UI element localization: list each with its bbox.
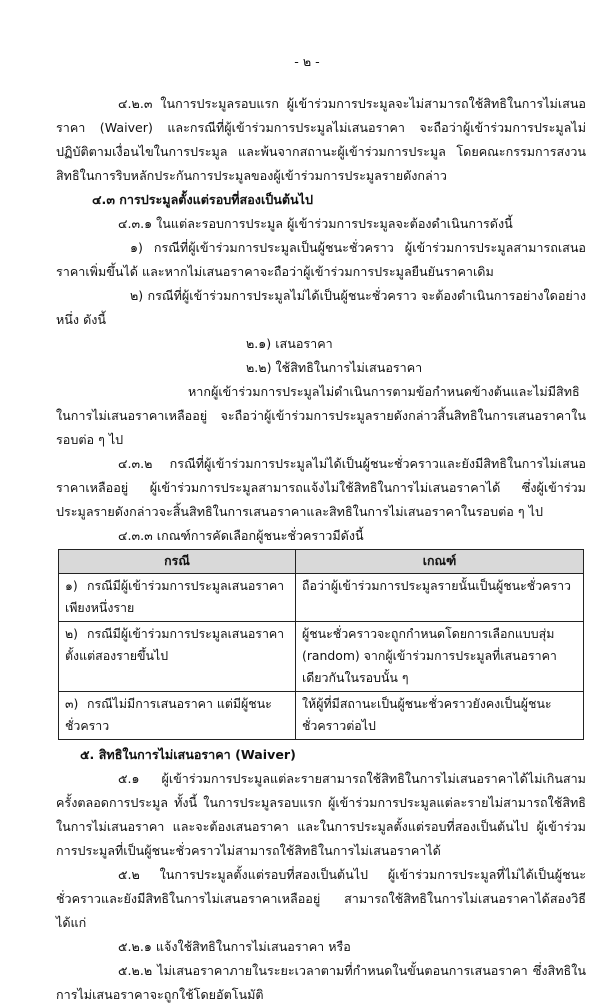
table-row [59,692,584,740]
heading-5: ๕. สิทธิในการไม่เสนอราคา (Waiver) [80,747,296,762]
paragraph-5-2-2: ๕.๒.๒ ไม่เสนอราคาภายในระยะเวลาตามที่กำหนดในขั้นตอนการเสนอราคา ซึ่งสิทธิในการไม่เสนอราคาจะถูกใช้โดยอัตโนมัติ [56,963,586,1002]
paragraph-4-2-3: ๔.๒.๓ ในการประมูลรอบแรก ผู้เข้าร่วมการประมูลจะไม่สามารถใช้สิทธิในการไม่เสนอราคา (Waiver) และกรณีที่ผู้เข้าร่วมการประมูลไม่เสนอราคา จะถือว่าผู้เข้าร่วมการประมูลไม่ปฏิบัติตามเงื่อนไขในการประมูล และพ้นจากสถานะผู้เข้าร่วมการประมูล โดยคณะกรรมการสงวนสิทธิในการริบหลักประกันการประมูลของผู้เข้าร่วมการประมูลรายดังกล่าว [56,96,586,183]
paragraph-forfeit: หากผู้เข้าร่วมการประมูลไม่ดำเนินการตามข้อกำหนดข้างต้นและไม่มีสิทธิในการไม่เสนอราคาเหลืออยู่ จะถือว่าผู้เข้าร่วมการประมูลรายดังกล่าวสิ้นสิทธิในการเสนอราคาในรอบต่อ ๆ ไป [56,384,586,447]
table-header-row [59,550,584,574]
option-2-1: ๒.๑) เสนอราคา [246,336,333,351]
paragraph-4-3-1-item-1: ๑) กรณีที่ผู้เข้าร่วมการประมูลเป็นผู้ชนะชั่วคราว ผู้เข้าร่วมการประมูลสามารถเสนอราคาเพิ่มขึ้นได้ และหากไม่เสนอราคาจะถือว่าผู้เข้าร่วมการประมูลยืนยันราคาเดิม [56,240,586,279]
criteria-table [58,549,584,740]
paragraph-5-2: ๕.๒ ในการประมูลตั้งแต่รอบที่สองเป็นต้นไป ผู้เข้าร่วมการประมูลที่ไม่ได้เป็นผู้ชนะชั่วคราวและยังมีสิทธิในการไม่เสนอราคาเหลืออยู่ สามารถใช้สิทธิในการไม่เสนอราคาได้สองวิธี ได้แก่ [56,867,586,930]
paragraph-4-3-2: ๔.๓.๒ กรณีที่ผู้เข้าร่วมการประมูลไม่ได้เป็นผู้ชนะชั่วคราวและยังมีสิทธิในการไม่เสนอราคาเหลืออยู่ ผู้เข้าร่วมการประมูลสามารถแจ้งไม่ใช้สิทธิในการไม่เสนอราคาได้ ซึ่งผู้เข้าร่วมประมูลรายดังกล่าวจะสิ้นสิทธิในการเสนอราคาและสิทธิในการไม่เสนอราคาในรอบต่อ ๆ ไป [56,456,586,519]
table-cell-case: ๓) กรณีไม่มีการเสนอราคา แต่มีผู้ชนะชั่วคราว [59,692,296,740]
paragraph-5-1: ๕.๑ ผู้เข้าร่วมการประมูลแต่ละรายสามารถใช้สิทธิในการไม่เสนอราคาได้ไม่เกินสามครั้งตลอดการประมูล ทั้งนี้ ในการประมูลรอบแรก ผู้เข้าร่วมการประมูลแต่ละรายไม่สามารถใช้สิทธิในการไม่เสนอราคา และจะต้องเสนอราคา และในการประมูลตั้งแต่รอบที่สองเป็นต้นไป ผู้เข้าร่วมการประมูลที่เป็นผู้ชนะชั่วคราวไม่สามารถใช้สิทธิในการไม่เสนอราคาได้ [56,771,586,858]
table-cell-criteria: ให้ผู้ที่มีสถานะเป็นผู้ชนะชั่วคราวยังคงเป็นผู้ชนะชั่วคราวต่อไป [296,692,584,740]
paragraph-5-2-1: ๕.๒.๑ แจ้งใช้สิทธิในการไม่เสนอราคา หรือ [118,939,351,954]
table-row [59,574,584,622]
paragraph-4-3-1-item-2: ๒) กรณีที่ผู้เข้าร่วมการประมูลไม่ได้เป็นผู้ชนะชั่วคราว จะต้องดำเนินการอย่างใดอย่างหนึ่ง ดังนี้ [56,288,586,327]
table-header-criteria: เกณฑ์ [296,550,584,574]
table-row [59,622,584,692]
table-header-case: กรณี [59,550,296,574]
option-2-2: ๒.๒) ใช้สิทธิในการไม่เสนอราคา [246,360,423,375]
document-body [56,92,586,1007]
table-cell-case: ๑) กรณีมีผู้เข้าร่วมการประมูลเสนอราคาเพียงหนึ่งราย [59,574,296,622]
table-cell-criteria: ผู้ชนะชั่วคราวจะถูกกำหนดโดยการเลือกแบบสุ่ม (random) จากผู้เข้าร่วมการประมูลที่เสนอราคาเดียวกันในรอบนั้น ๆ [296,622,584,692]
paragraph-4-3-1: ๔.๓.๑ ในแต่ละรอบการประมูล ผู้เข้าร่วมการประมูลจะต้องดำเนินการดังนี้ [118,216,513,231]
table-cell-criteria: ถือว่าผู้เข้าร่วมการประมูลรายนั้นเป็นผู้ชนะชั่วคราว [296,574,584,622]
heading-4-3: ๔.๓ การประมูลตั้งแต่รอบที่สองเป็นต้นไป [92,192,313,207]
paragraph-4-3-3: ๔.๓.๓ เกณฑ์การคัดเลือกผู้ชนะชั่วคราวมีดังนี้ [118,528,364,543]
page-number: - ๒ - [294,54,320,69]
table-cell-case: ๒) กรณีมีผู้เข้าร่วมการประมูลเสนอราคาตั้งแต่สองรายขึ้นไป [59,622,296,692]
